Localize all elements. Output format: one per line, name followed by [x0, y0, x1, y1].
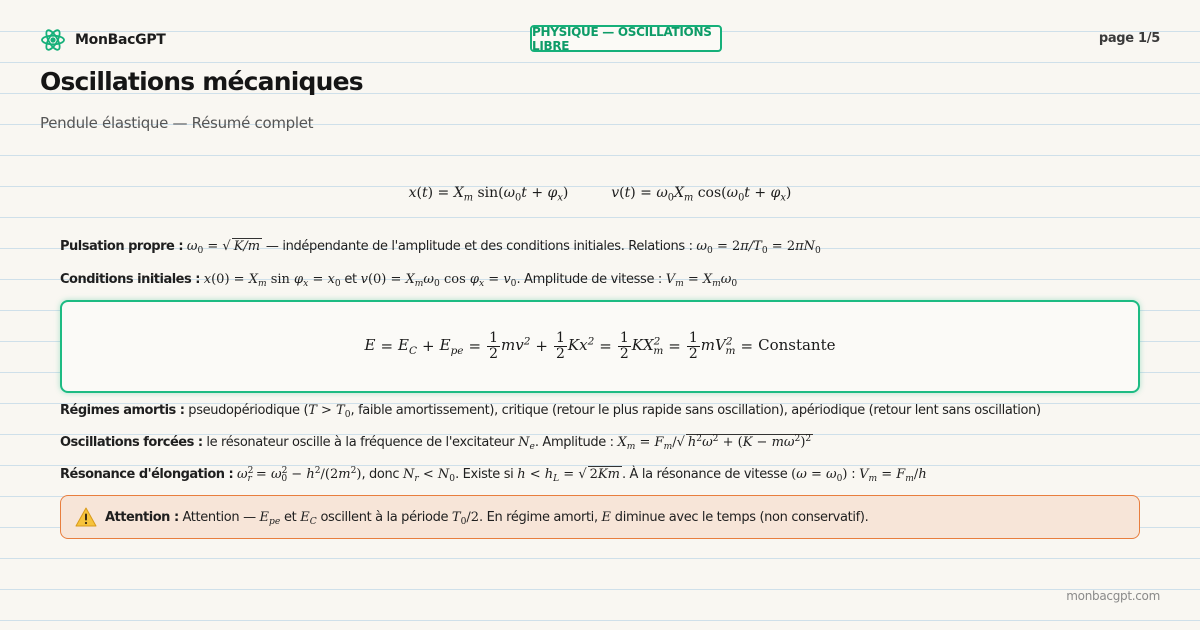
forcees-text1: le résonateur oscille à la fréquence de l'excitateur — [202, 435, 519, 450]
epe-symbol: $E_{pe}$ — [259, 509, 281, 527]
brand[interactable] — [40, 27, 166, 53]
regimes-text2: , faible amortissement), critique (retour le plus rapide sans oscillation), apériodique (retour lent sans oscillation) — [350, 403, 1041, 418]
forcees-text2: . Amplitude : — [534, 435, 618, 450]
wr-formula: $\omega^2_r = \omega^2_0 - h^2/(2m^2)$ — [237, 466, 362, 485]
pulsation-text: — indépendante de l'amplitude et des conditions initiales. Relations : — [262, 239, 697, 254]
pulsation-line — [60, 239, 1150, 257]
conditions-and: et — [340, 272, 361, 287]
resonance-label: Résonance d'élongation : — [60, 467, 234, 482]
omega-condition: $(\omega = \omega_0)$ — [791, 467, 848, 485]
warning-text2: oscillent à la période — [316, 509, 452, 525]
page-subtitle: Pendule élastique — Résumé complet — [40, 114, 314, 132]
warning-label: Attention : — [105, 509, 179, 525]
regimes-label: Régimes amortis : — [60, 403, 185, 418]
vm-resonance-formula: $V_m = F_m/h$ — [859, 467, 927, 485]
pulsation-relations: $\omega_0 = 2\pi/T_0 = 2\pi N_0$ — [696, 239, 821, 257]
energy-formula: $E = E_C + E_{pe}$ = $\frac{1}{2}$ $mv^2$ + $\frac{1}{2}$ $Kx^2$ = $\frac{1}{2}$ $KX^2_m$ = $\frac{1}{2}$ $mV^2_m$ = Constante — [364, 330, 836, 362]
warning-icon — [75, 507, 97, 527]
ne-symbol: $N_e$ — [518, 435, 535, 453]
motion-equations — [0, 185, 1200, 204]
pulsation-formula: $\omega_0$ = √ K/m — [186, 239, 261, 257]
warning-text4: diminue avec le temps (non conservatif). — [611, 509, 869, 525]
resonance-vit: . À la résonance de vitesse — [621, 467, 792, 482]
warning-text1: Attention — — [178, 509, 260, 525]
warning-box — [60, 495, 1140, 539]
period-symbol: $T_0/2$ — [451, 509, 480, 527]
e-symbol: E — [601, 509, 612, 525]
footer-url[interactable]: monbacgpt.com — [1066, 589, 1160, 603]
energy-conservation-box — [60, 300, 1140, 393]
constant-word: Constante — [758, 336, 836, 355]
forcees-label: Oscillations forcées : — [60, 435, 203, 450]
warning-text3: . En régime amorti, — [479, 509, 602, 525]
hl-formula: $h < h_L$ = √ 2Km — [517, 467, 620, 485]
conditions-amp-text: . Amplitude de vitesse : — [516, 272, 666, 287]
atom-icon — [40, 27, 66, 53]
page-number: page 1/5 — [1098, 31, 1160, 46]
warning-et: et — [280, 509, 301, 525]
regimes-line — [60, 403, 1150, 421]
forcees-line — [60, 434, 1150, 453]
regimes-condition: $T > T_0$ — [308, 403, 351, 421]
conditions-line — [60, 272, 1150, 290]
speed-equation: $v(t) = \omega_0X_m$ $\cos(\omega_0t + \varphi_x)$ — [611, 185, 792, 204]
resonance-existe: . Existe si — [455, 467, 518, 482]
pulsation-label: Pulsation propre : — [60, 239, 184, 254]
amplitude-formula: $X_m = F_m/√$ $h^2\omega^2 + (K - m\omega^2)^2$ — [617, 434, 812, 453]
brand-name: MonBacGPT — [75, 32, 166, 48]
conditions-label: Conditions initiales : — [60, 272, 200, 287]
subject-badge: PHYSIQUE — OSCILLATIONS LIBRE — [530, 25, 722, 52]
nr-formula: $N_r < N_0$ — [403, 467, 456, 485]
v0-formula: $v(0) = X_m\omega_0$ $\cos \varphi_x = v_0$ — [360, 272, 517, 290]
resonance-colon: : — [847, 467, 860, 482]
regimes-text1: pseudopériodique ( — [184, 403, 309, 418]
page-title: Oscillations mécaniques — [40, 67, 363, 96]
vm-formula: $V_m = X_m\omega_0$ — [665, 272, 738, 290]
position-equation: $x(t) = X_m$ $\sin(\omega_0t + \varphi_x)$ — [408, 185, 569, 204]
x0-formula: $x(0) = X_m$ $\sin \varphi_x = x_0$ — [203, 272, 341, 290]
resonance-donc: , donc — [361, 467, 403, 482]
ec-symbol: $E_C$ — [300, 509, 317, 527]
resonance-line — [60, 466, 1150, 485]
